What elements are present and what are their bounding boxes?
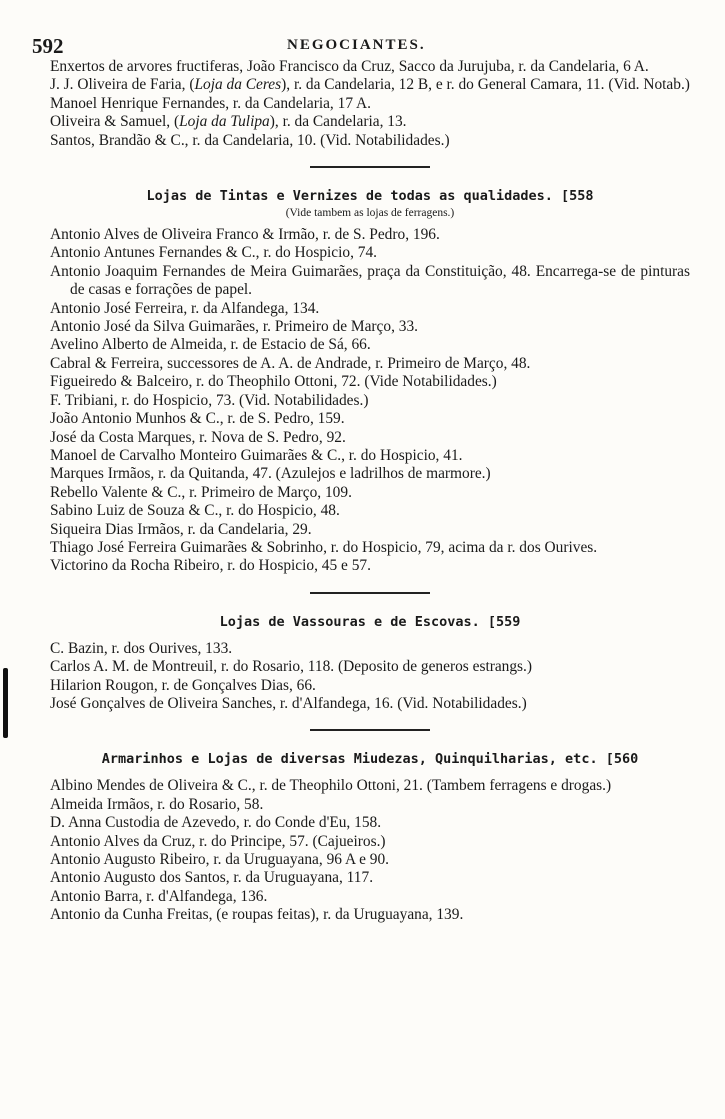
list-item: Siqueira Dias Irmãos, r. da Candelaria, 29. — [50, 520, 312, 538]
section-title-tintas: Lojas de Tintas e Vernizes de todas as qualidades. [558 — [146, 188, 594, 205]
list-item: Manoel Henrique Fernandes, r. da Candelaria, 17 A. — [50, 94, 371, 112]
list-item: Antonio Alves de Oliveira Franco & Irmão, r. de S. Pedro, 196. — [50, 226, 440, 244]
list-item: Victorino da Rocha Ribeiro, r. do Hospicio, 45 e 57. — [50, 557, 371, 575]
list-item: Antonio Barra, r. d'Alfandega, 136. — [50, 887, 268, 905]
section-list-tintas — [50, 226, 690, 576]
list-item: José da Costa Marques, r. Nova de S. Pedro, 92. — [50, 428, 346, 446]
list-item: C. Bazin, r. dos Ourives, 133. — [50, 639, 233, 657]
list-item: Antonio da Cunha Freitas, (e roupas feitas), r. da Uruguayana, 139. — [50, 906, 464, 924]
list-item: Almeida Irmãos, r. do Rosario, 58. — [50, 795, 264, 813]
section-divider — [310, 729, 430, 731]
list-item: Antonio Antunes Fernandes & C., r. do Hospicio, 74. — [50, 244, 378, 262]
list-item: Antonio José da Silva Guimarães, r. Primeiro de Março, 33. — [50, 318, 419, 336]
list-item: Antonio Augusto Ribeiro, r. da Uruguayana, 96 A e 90. — [50, 851, 389, 868]
list-item: Antonio Alves da Cruz, r. do Principe, 57. (Cajueiros.) — [50, 832, 386, 850]
section-divider — [310, 592, 430, 594]
page-content — [50, 58, 690, 925]
section-title-vassouras: Lojas de Vassouras e de Escovas. [559 — [219, 613, 521, 630]
list-item: Oliveira & Samuel, (Loja da Tulipa), r. da Candelaria, 13. — [50, 113, 407, 131]
list-item: Carlos A. M. de Montreuil, r. do Rosario, 118. (Deposito de generos estrangs.) — [50, 658, 533, 676]
section-list-armarinhos — [50, 777, 690, 924]
list-item: Thiago José Ferreira Guimarães & Sobrinho, r. do Hospicio, 79, acima da r. dos Ourives. — [50, 538, 598, 556]
section-note: (Vide tambem as lojas de ferragens.) — [285, 207, 455, 220]
running-head — [32, 34, 705, 56]
list-item: Albino Mendes de Oliveira & C., r. de Theophilo Ottoni, 21. (Tambem ferragens e drogas.) — [50, 777, 612, 795]
section-divider — [310, 166, 430, 168]
page-number: 592 — [32, 34, 64, 58]
list-item: Manoel de Carvalho Monteiro Guimarães & C., r. do Hospicio, 41. — [50, 446, 463, 464]
margin-ink-mark — [3, 668, 8, 738]
list-item: F. Tribiani, r. do Hospicio, 73. (Vid. Notabilidades.) — [50, 391, 369, 409]
list-item: José Gonçalves de Oliveira Sanches, r. d'Alfandega, 16. (Vid. Notabilidades.) — [50, 694, 527, 712]
list-item: Antonio Joaquim Fernandes de Meira Guimarães, praça da Constituição, 48. Encarrega-se de pinturas de casas e forrações de papel. — [50, 262, 690, 299]
list-item: Antonio José Ferreira, r. da Alfandega, 134. — [50, 299, 320, 317]
list-item: Marques Irmãos, r. da Quitanda, 47. (Azulejos e ladrilhos de marmore.) — [50, 465, 491, 483]
list-item: Avelino Alberto de Almeida, r. de Estacio de Sá, 66. — [50, 336, 371, 354]
running-title: NEGOCIANTES. — [287, 37, 426, 53]
section-title-armarinhos: Armarinhos e Lojas de diversas Miudezas, Quinquilharias, etc. [560 — [101, 751, 639, 768]
list-item: Santos, Brandão & C., r. da Candelaria, 10. (Vid. Notabilidades.) — [50, 131, 450, 149]
list-item: Sabino Luiz de Souza & C., r. do Hospicio, 48. — [50, 502, 340, 520]
list-item: Cabral & Ferreira, successores de A. A. de Andrade, r. Primeiro de Março, 48. — [50, 354, 531, 372]
section-list-vassouras — [50, 640, 690, 714]
list-item: Rebello Valente & C., r. Primeiro de Março, 109. — [50, 483, 352, 501]
list-item: D. Anna Custodia de Azevedo, r. do Conde d'Eu, 158. — [50, 814, 382, 832]
list-item: João Antonio Munhos & C., r. de S. Pedro, 159. — [50, 410, 345, 428]
list-item: Hilarion Rougon, r. de Gonçalves Dias, 66. — [50, 676, 316, 694]
list-item: Figueiredo & Balceiro, r. do Theophilo Ottoni, 72. (Vide Notabilidades.) — [50, 373, 497, 391]
list-item: Antonio Augusto dos Santos, r. da Uruguayana, 117. — [50, 869, 374, 887]
list-item: J. J. Oliveira de Faria, (Loja da Ceres), r. da Candelaria, 12 B, e r. do General Camara, 11. (Vid. Notab.) — [50, 76, 690, 94]
list-item: Enxertos de arvores fructiferas, João Francisco da Cruz, Sacco da Jurujuba, r. da Candelaria, 6 A. — [50, 58, 649, 75]
